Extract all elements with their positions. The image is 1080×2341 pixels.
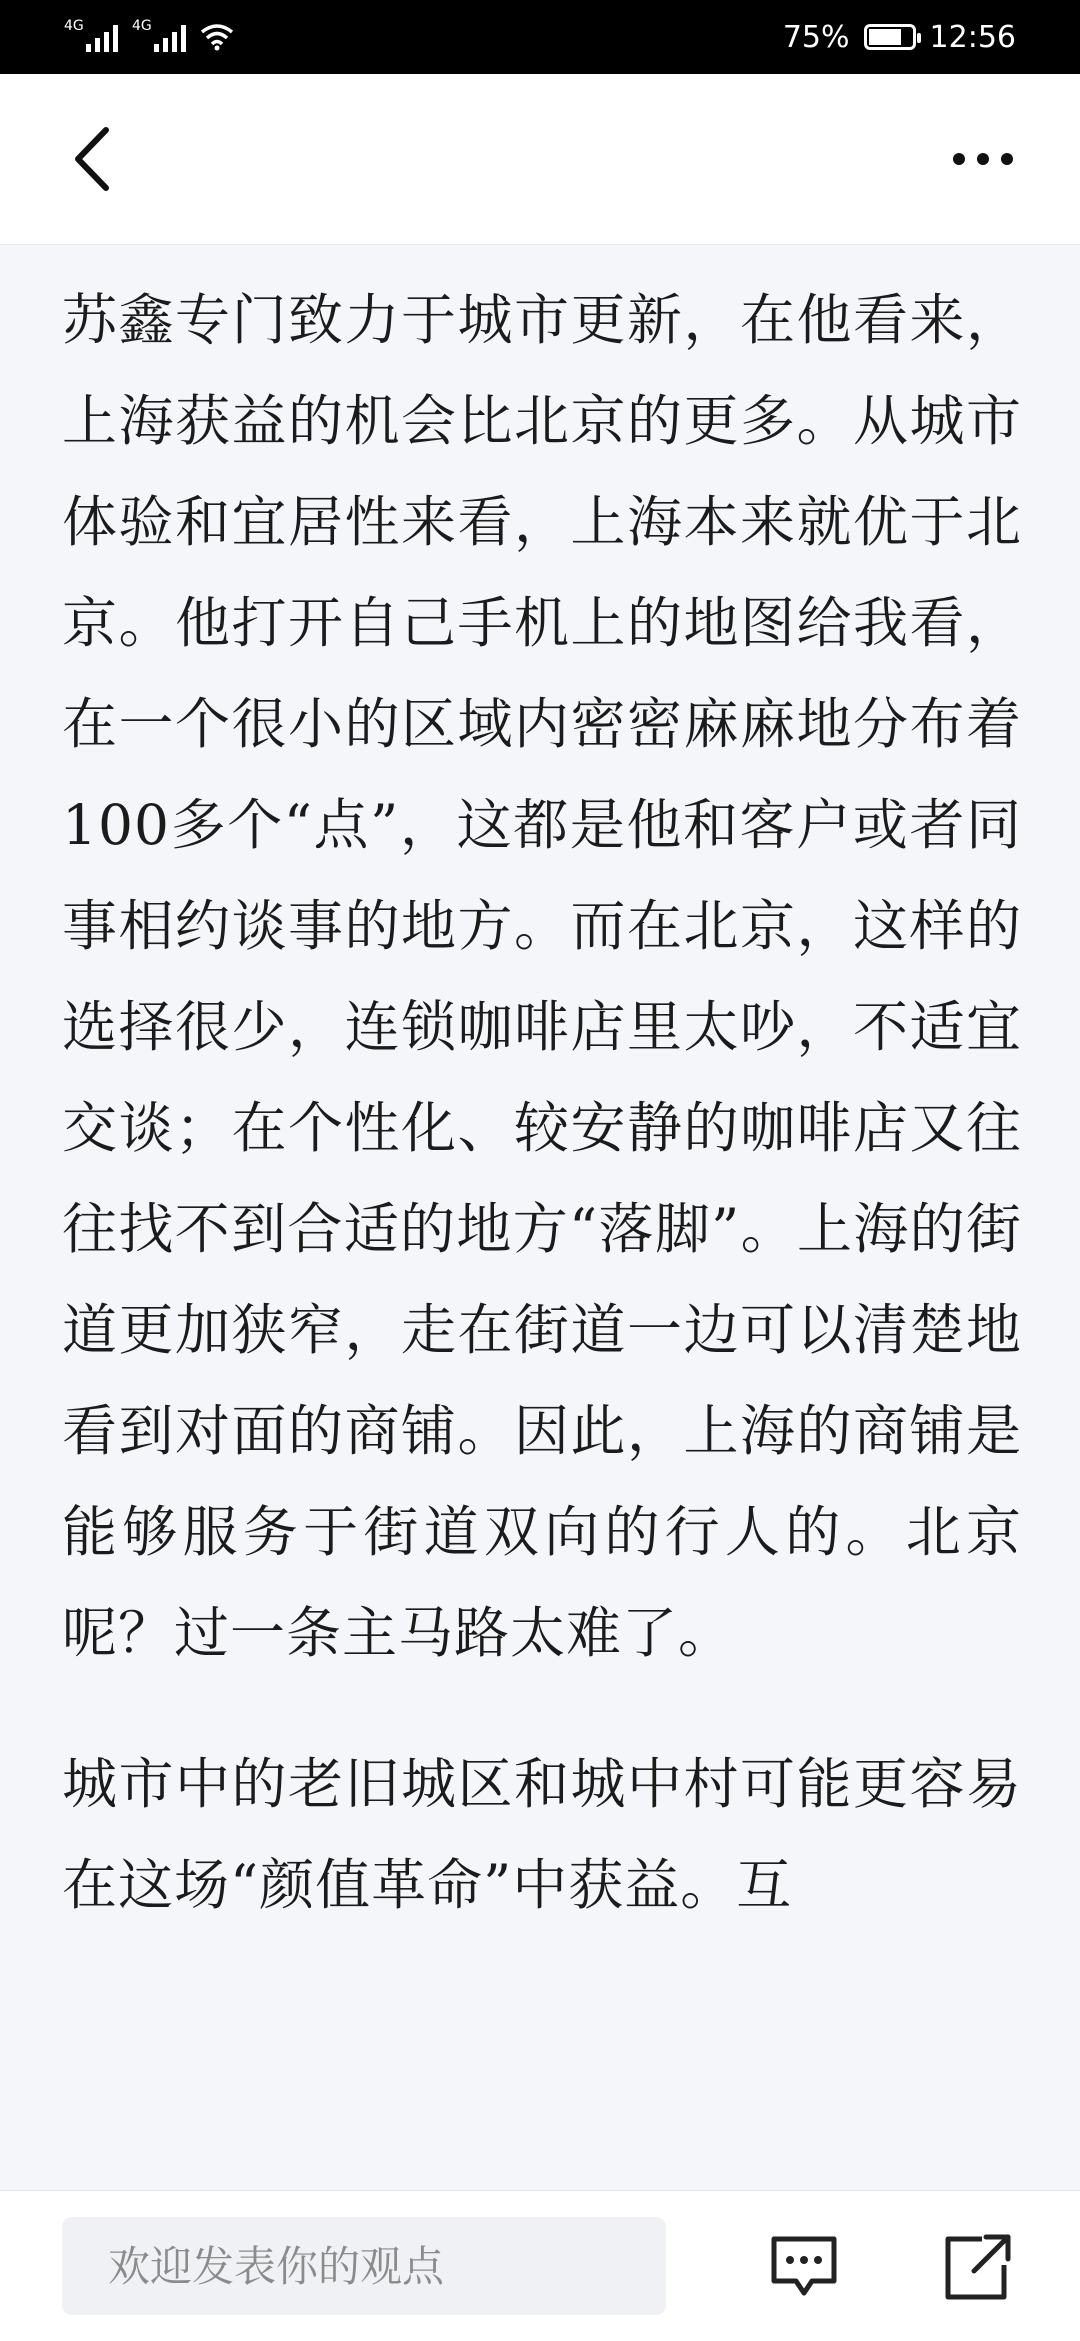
- battery-level: [869, 29, 901, 45]
- article-paragraph: 苏鑫专门致力于城市更新，在他看来，上海获益的机会比北京的更多。从城市体验和宜居性来看，上海本来就优于北京。他打开自己手机上的地图给我看，在一个很小的区域内密密麻麻地分布着100多个“点”，这都是他和客户或者同事相约谈事的地方。而在北京，这样的选择很少，连锁咖啡店里太吵，不适宜交谈；在个性化、较安静的咖啡店又往往找不到合适的地方“落脚”。上海的街道更加狭窄，走在街道一边可以清楚地看到对面的商铺。因此，上海的商铺是能够服务于街道双向的行人的。北京呢？过一条主马路太难了。: [62, 288, 1022, 1665]
- comment-input[interactable]: [62, 2217, 666, 2315]
- more-horizontal-icon: [1001, 153, 1013, 165]
- chevron-left-icon: [70, 124, 114, 194]
- comment-button[interactable]: [764, 2231, 844, 2307]
- article-paragraph: 城市中的老旧城区和城中村可能更容易在这场“颜值革命”中获益。互: [62, 1752, 1022, 1917]
- share-icon: [938, 2231, 1018, 2307]
- battery-icon: [864, 24, 916, 50]
- article-body: [62, 270, 1022, 1986]
- signal-icon: [64, 18, 118, 52]
- comment-icon: [764, 2231, 844, 2307]
- bottom-bar: [0, 2190, 1080, 2341]
- clock: 12:56: [929, 19, 1016, 55]
- network-type-label: 4G: [64, 18, 84, 34]
- status-left: [64, 18, 234, 52]
- more-button[interactable]: [938, 124, 1028, 194]
- signal-icon: [132, 18, 186, 52]
- status-bar: [0, 0, 1080, 74]
- battery-percent: 75%: [782, 19, 850, 55]
- share-button[interactable]: [938, 2231, 1018, 2307]
- network-type-label: 4G: [132, 18, 152, 34]
- back-button[interactable]: [52, 114, 132, 204]
- more-horizontal-icon: [953, 153, 965, 165]
- status-right: [783, 20, 1016, 55]
- top-bar: [0, 74, 1080, 245]
- wifi-icon: [200, 23, 234, 51]
- more-horizontal-icon: [977, 153, 989, 165]
